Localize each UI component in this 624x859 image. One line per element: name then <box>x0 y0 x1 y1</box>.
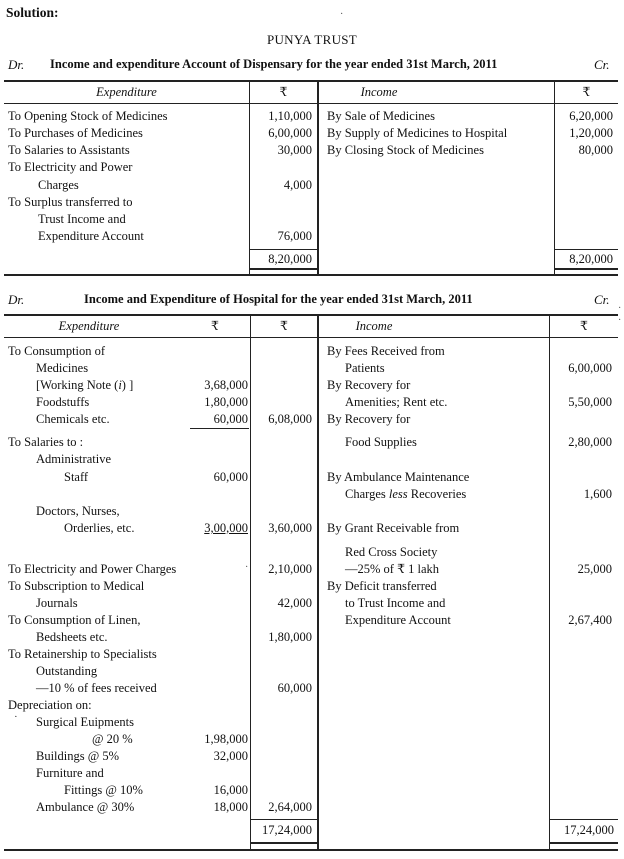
exp-line-amount: 60,000 <box>213 470 248 484</box>
inc-line-label: Charges less Recoveries <box>345 487 467 501</box>
total-double-rule <box>555 268 618 270</box>
scan-dot: · <box>245 562 249 573</box>
exp-line-amount: 18,000 <box>213 800 248 814</box>
exp-row-label: Expenditure Account <box>38 229 144 243</box>
total-double-rule <box>251 842 317 844</box>
exp-line-total: 42,000 <box>277 596 312 610</box>
table-top-rule <box>4 80 618 82</box>
exp-row-amount: 6,00,000 <box>268 126 312 140</box>
inc-line-label: By Ambulance Maintenance <box>327 470 470 484</box>
exp-row-label: Trust Income and <box>38 212 126 226</box>
exp-line-label: [Working Note (i) ] <box>36 378 134 392</box>
exp-line-label: To Consumption of <box>8 344 106 358</box>
exp-line-label: Bedsheets etc. <box>36 630 108 644</box>
total-rule <box>251 819 317 820</box>
exp-line-total: 3,60,000 <box>268 521 312 535</box>
exp-row-amount: 76,000 <box>277 229 312 243</box>
table-title: Income and expenditure Account of Dispensary for the year ended 31st March, 2011 <box>50 57 498 71</box>
exp-line-amount: 32,000 <box>213 749 248 763</box>
inc-line-label: By Deficit transferred <box>327 579 437 593</box>
inc-line-amount: 1,600 <box>583 487 612 501</box>
col-divider-center <box>317 80 319 274</box>
exp-line-label: Surgical Euipments <box>36 715 135 729</box>
exp-line-label: Orderlies, etc. <box>64 521 135 535</box>
total-double-rule <box>550 842 618 844</box>
inc-row-label: By Closing Stock of Medicines <box>327 143 484 157</box>
exp-line-label: Foodstuffs <box>36 395 90 409</box>
header-rule <box>4 337 618 338</box>
exp-line-total: 60,000 <box>277 681 312 695</box>
table-bottom-rule <box>4 274 618 276</box>
solution-label: Solution: <box>6 5 59 20</box>
rupee-header: ₹ <box>211 319 219 333</box>
header-rule <box>4 103 618 104</box>
inc-line-amount: 6,00,000 <box>568 361 612 375</box>
total-rule <box>555 249 618 250</box>
expenditure-header: Expenditure <box>96 85 157 99</box>
exp-line-label: Staff <box>64 470 89 484</box>
inc-line-label: Food Supplies <box>345 435 417 449</box>
exp-line-label: Doctors, Nurses, <box>36 504 120 518</box>
exp-line-label: Outstanding <box>36 664 98 678</box>
exp-line-label: To Electricity and Power Charges <box>8 562 177 576</box>
exp-row-amount: 1,10,000 <box>268 109 312 123</box>
inc-line-amount: 25,000 <box>577 562 612 576</box>
total-rule <box>250 249 317 250</box>
exp-line-label: To Consumption of Linen, <box>8 613 141 627</box>
exp-line-label: —10 % of fees received <box>36 681 157 695</box>
exp-line-amount: 16,000 <box>213 783 248 797</box>
exp-row-label: To Electricity and Power <box>8 160 133 174</box>
subtotal-rule <box>190 428 249 429</box>
exp-line-amount: 3,00,000 <box>204 521 248 535</box>
inc-row-amount: 6,20,000 <box>569 109 613 123</box>
inc-row-amount: 80,000 <box>578 143 613 157</box>
exp-line-label: Fittings @ 10% <box>64 783 143 797</box>
exp-line-total: 1,80,000 <box>268 630 312 644</box>
exp-line-label: @ 20 % <box>92 732 133 746</box>
inc-line-label: By Recovery for <box>327 378 411 392</box>
col-divider <box>250 314 251 849</box>
inc-row-label: By Supply of Medicines to Hospital <box>327 126 508 140</box>
table-bottom-rule <box>4 849 618 851</box>
rupee-header: ₹ <box>279 85 288 99</box>
inc-row-amount: 1,20,000 <box>569 126 613 140</box>
exp-line-label: Depreciation on: <box>8 698 92 712</box>
inc-line-label: Amenities; Rent etc. <box>345 395 448 409</box>
exp-row-label: To Purchases of Medicines <box>8 126 143 140</box>
table-title: Income and Expenditure of Hospital for the year ended 31st March, 2011 <box>84 292 473 306</box>
inc-line-label: By Recovery for <box>327 412 411 426</box>
inc-line-label: By Grant Receivable from <box>327 521 460 535</box>
inc-line-label: By Fees Received from <box>327 344 445 358</box>
inc-line-amount: 5,50,000 <box>568 395 612 409</box>
exp-line-label: Medicines <box>36 361 89 375</box>
exp-line-amount: 3,68,000 <box>204 378 248 392</box>
scan-dot: · <box>14 711 18 723</box>
inc-line-label: to Trust Income and <box>345 596 446 610</box>
expenditure-header: Expenditure <box>58 319 120 333</box>
inc-line-label: —25% of ₹ 1 lakh <box>345 562 440 576</box>
inc-line-amount: 2,80,000 <box>568 435 612 449</box>
inc-row-label: By Sale of Medicines <box>327 109 435 123</box>
total-expenditure: 8,20,000 <box>268 252 312 266</box>
cr-label: Cr. <box>594 292 610 307</box>
total-rule <box>550 819 618 820</box>
scan-dot: · <box>340 9 344 20</box>
inc-line-label: Red Cross Society <box>345 545 438 559</box>
exp-line-label: Ambulance @ 30% <box>36 800 135 814</box>
inc-line-amount: 2,67,400 <box>568 613 612 627</box>
total-income: 17,24,000 <box>564 823 614 837</box>
exp-line-total: 2,64,000 <box>268 800 312 814</box>
exp-line-label: Furniture and <box>36 766 104 780</box>
exp-line-label: Administrative <box>36 452 111 466</box>
trust-name: PUNYA TRUST <box>266 32 358 47</box>
cr-label: Cr. <box>594 57 610 72</box>
exp-line-label: Journals <box>36 596 78 610</box>
exp-line-amount: 60,000 <box>213 412 248 426</box>
total-income: 8,20,000 <box>569 252 613 266</box>
table-top-rule <box>4 314 618 316</box>
income-header: Income <box>360 85 398 99</box>
exp-line-label: To Subscription to Medical <box>8 579 145 593</box>
exp-line-amount: 1,80,000 <box>204 395 248 409</box>
exp-row-label: To Salaries to Assistants <box>8 143 130 157</box>
total-expenditure: 17,24,000 <box>262 823 312 837</box>
total-double-rule <box>250 268 317 270</box>
rupee-header: ₹ <box>582 85 591 99</box>
dr-label: Dr. <box>8 292 25 307</box>
rupee-header: ₹ <box>280 319 288 333</box>
exp-row-amount: 30,000 <box>277 143 312 157</box>
exp-row-amount: 4,000 <box>283 178 312 192</box>
inc-line-label: Expenditure Account <box>345 613 451 627</box>
dr-label: Dr. <box>8 57 25 72</box>
col-divider-center <box>317 314 319 849</box>
exp-line-label: To Retainership to Specialists <box>8 647 157 661</box>
exp-row-label: Charges <box>38 178 79 192</box>
exp-row-label: To Surplus transferred to <box>8 195 133 209</box>
exp-line-total: 6,08,000 <box>268 412 312 426</box>
exp-line-amount: 1,98,000 <box>204 732 248 746</box>
exp-row-label: To Opening Stock of Medicines <box>8 109 168 123</box>
scan-dot: · <box>618 303 622 314</box>
income-header: Income <box>355 319 393 333</box>
exp-line-label: Buildings @ 5% <box>36 749 120 763</box>
inc-line-label: Patients <box>345 361 385 375</box>
exp-line-label: Chemicals etc. <box>36 412 110 426</box>
exp-line-label: To Salaries to : <box>8 435 84 449</box>
scan-dot: · <box>618 315 622 326</box>
rupee-header: ₹ <box>580 319 588 333</box>
exp-line-total: 2,10,000 <box>268 562 312 576</box>
